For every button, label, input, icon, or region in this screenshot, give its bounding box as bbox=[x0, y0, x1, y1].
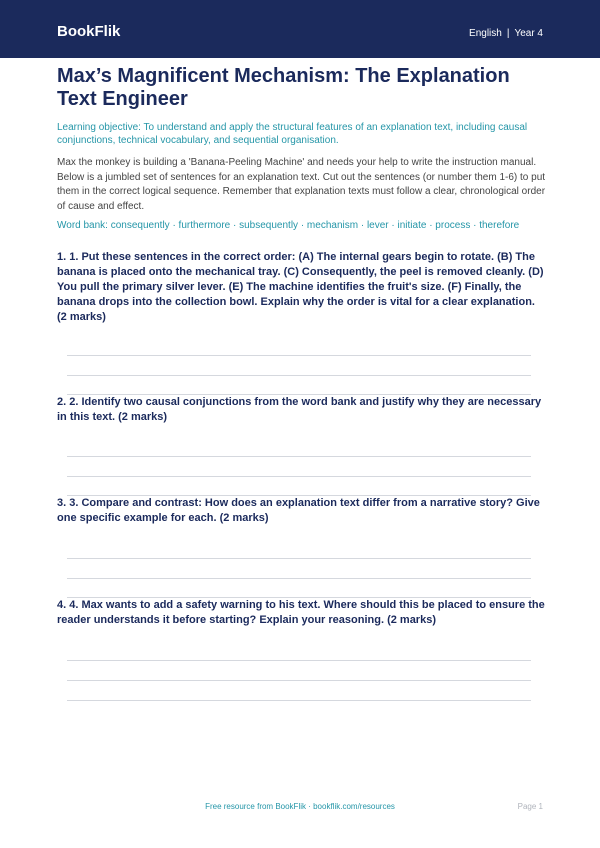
answer-line[interactable] bbox=[67, 660, 531, 661]
answer-line[interactable] bbox=[67, 355, 531, 356]
question-4: 4. 4. Max wants to add a safety warning to his text. Where should this be placed to ensure the reader understands it before starting? Explain your reasoning. (2 marks) bbox=[57, 599, 545, 626]
brand-logo[interactable]: BookFlik bbox=[57, 23, 121, 40]
year-label: Year 4 bbox=[514, 28, 543, 39]
subject-label: English bbox=[469, 28, 502, 39]
breadcrumb-separator: | bbox=[506, 28, 510, 39]
question-1: 1. 1. Put these sentences in the correct order: (A) The internal gears begin to rotate. (B) The banana is placed onto the mechanical tray. (C) Consequently, the peel is removed cleanly. (D) You pull the primary silver lever. (E) The machine identifies the fruit's size. (F) Finally, the banana drops into the collection bowl. Explain why the order is vital for a clear explanation. (2 marks) bbox=[57, 251, 544, 323]
intro-paragraph: Max the monkey is building a 'Banana-Peeling Machine' and needs your help to write the instruction manual. Below is a jumbled set of sentences for an explanation text. Cut out the sentences (or number them 1-6) to put them in the correct logical sequence. Remember that explanation texts must follow a clear, chronological order of cause and effect. bbox=[57, 157, 546, 212]
question-3: 3. 3. Compare and contrast: How does an explanation text differ from a narrative story? Give one specific example for each. (2 marks) bbox=[57, 497, 540, 524]
answer-line[interactable] bbox=[67, 700, 531, 701]
page-number: Page 1 bbox=[517, 802, 543, 811]
answer-line[interactable] bbox=[67, 558, 531, 559]
worksheet-title: Max’s Magnificent Mechanism: The Explanation Text Engineer bbox=[57, 65, 510, 110]
answer-line[interactable] bbox=[67, 456, 531, 457]
word-bank: Word bank: consequently · furthermore · subsequently · mechanism · lever · initiate · process · therefore bbox=[57, 220, 520, 231]
top-banner bbox=[0, 0, 600, 58]
answer-line[interactable] bbox=[67, 578, 531, 579]
answer-line[interactable] bbox=[67, 680, 531, 681]
learning-objective: Learning objective: To understand and apply the structural features of an explanation text, including causal conjunctions, technical vocabulary, and sequential organisation. bbox=[57, 122, 528, 146]
question-2: 2. 2. Identify two causal conjunctions from the word bank and justify why they are necessary in this text. (2 marks) bbox=[57, 396, 542, 423]
subject-breadcrumb bbox=[469, 27, 543, 41]
answer-line[interactable] bbox=[67, 476, 531, 477]
answer-line[interactable] bbox=[67, 375, 531, 376]
footer-credit[interactable]: Free resource from BookFlik · bookflik.com/resources bbox=[205, 802, 395, 811]
